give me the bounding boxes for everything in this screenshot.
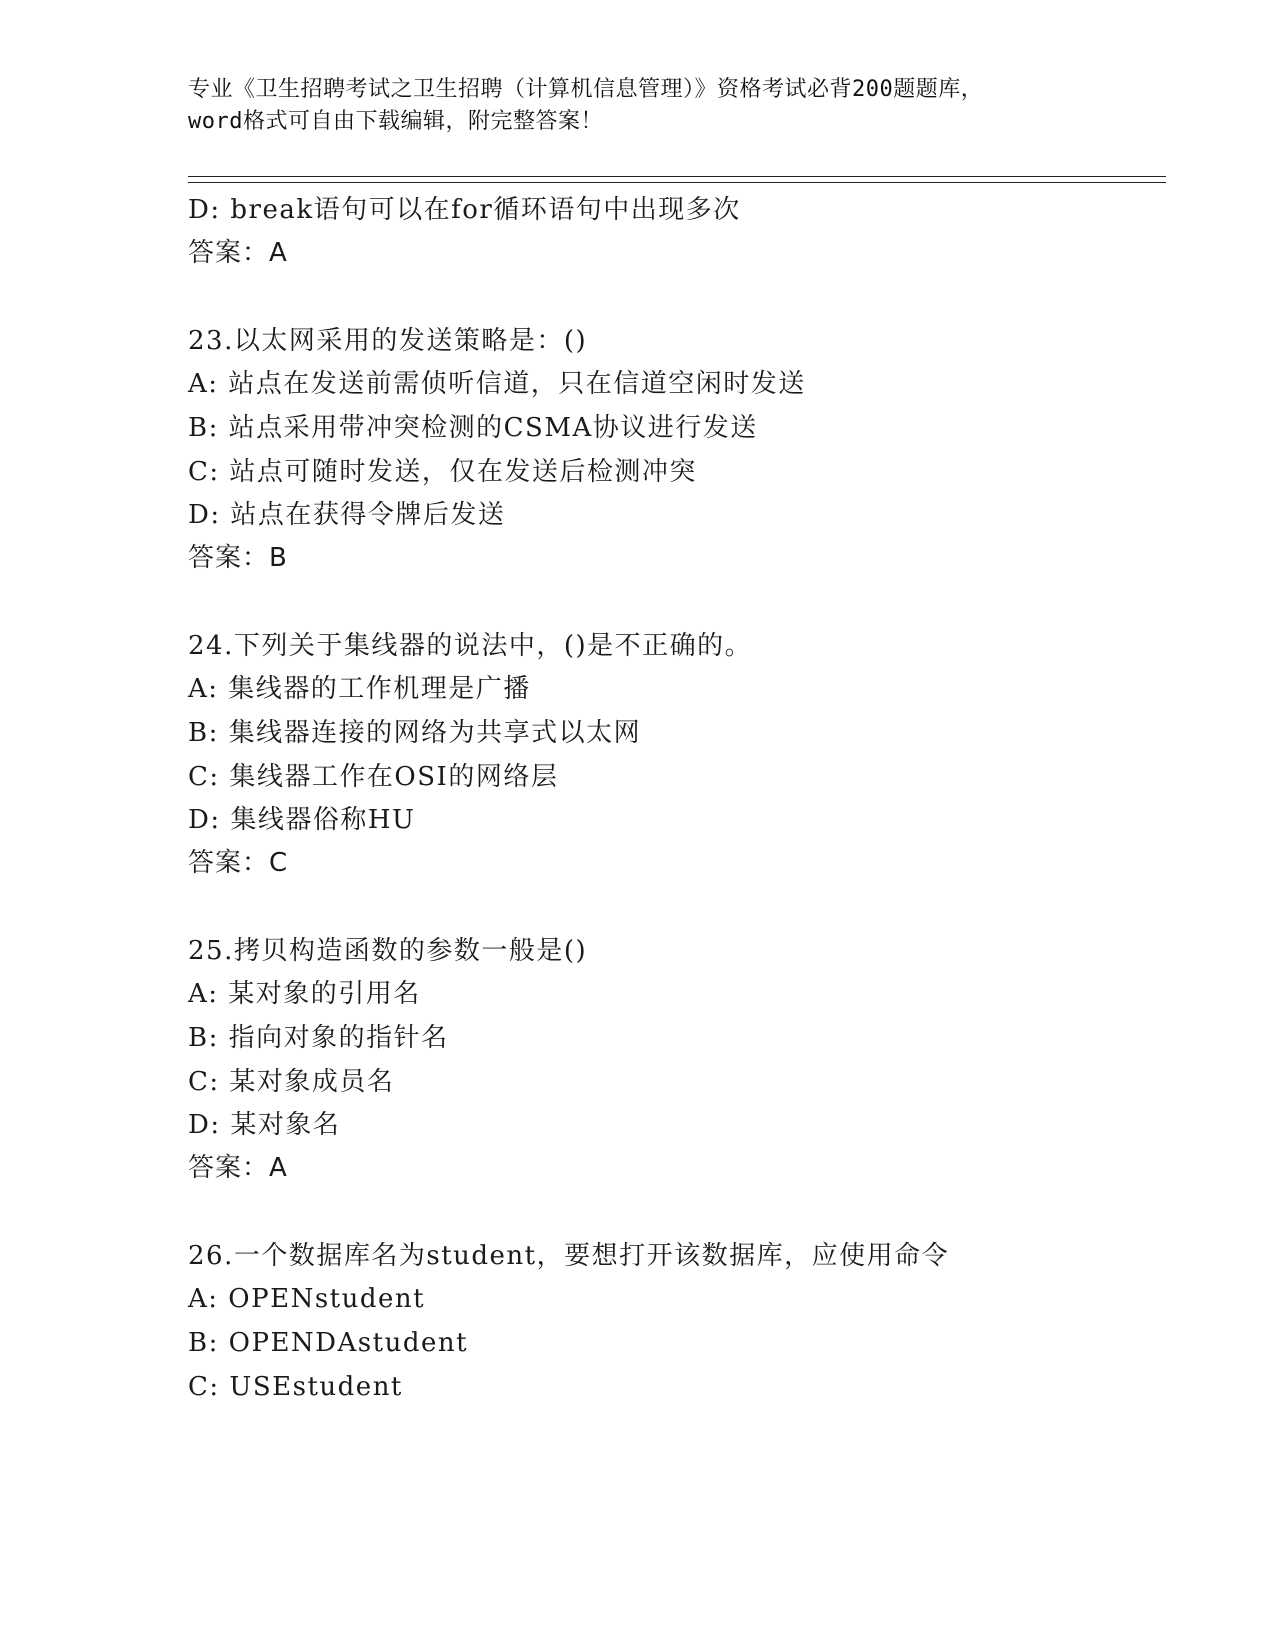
- question-23-answer: 答案：B: [188, 543, 288, 573]
- question-24-answer: 答案：C: [188, 848, 289, 878]
- question-26-stem: 26.一个数据库名为student，要想打开该数据库，应使用命令: [188, 1241, 950, 1271]
- question-23-option-c: C: 站点可随时发送，仅在发送后检测冲突: [188, 457, 697, 487]
- document-header: [188, 74, 1088, 138]
- question-25-option-c: C: 某对象成员名: [188, 1067, 395, 1097]
- question-24-option-a: A: 集线器的工作机理是广播: [188, 674, 531, 704]
- question-26-option-b: B: OPENDAstudent: [188, 1328, 469, 1358]
- question-24-stem: 24.下列关于集线器的说法中，()是不正确的。: [188, 631, 753, 661]
- header-divider-top: [188, 176, 1166, 177]
- question-23-stem: 23.以太网采用的发送策略是：(): [188, 326, 588, 356]
- question-25-option-d: D: 某对象名: [188, 1110, 341, 1140]
- question-25-option-a: A: 某对象的引用名: [188, 979, 421, 1009]
- prev-question-answer: 答案：A: [188, 238, 288, 268]
- question-25-stem: 25.拷贝构造函数的参数一般是(): [188, 936, 588, 966]
- question-24-option-c: C: 集线器工作在OSI的网络层: [188, 762, 559, 792]
- header-title-line-1: 专业《卫生招聘考试之卫生招聘（计算机信息管理）》资格考试必背200题题库，: [188, 77, 984, 102]
- question-26-option-c: C: USEstudent: [188, 1372, 403, 1402]
- question-23-option-b: B: 站点采用带冲突检测的CSMA协议进行发送: [188, 413, 758, 443]
- question-23-option-a: A: 站点在发送前需侦听信道，只在信道空闲时发送: [188, 369, 806, 399]
- header-title-line-2: word格式可自由下载编辑，附完整答案！: [188, 109, 603, 134]
- prev-question-option-d: D: break语句可以在for循环语句中出现多次: [188, 195, 741, 225]
- question-24-option-d: D: 集线器俗称HU: [188, 805, 416, 835]
- question-25-answer: 答案：A: [188, 1153, 288, 1183]
- question-23-option-d: D: 站点在获得令牌后发送: [188, 500, 506, 530]
- header-divider-bottom: [188, 182, 1166, 183]
- question-24-option-b: B: 集线器连接的网络为共享式以太网: [188, 718, 642, 748]
- question-25-option-b: B: 指向对象的指针名: [188, 1023, 449, 1053]
- question-26-option-a: A: OPENstudent: [188, 1284, 426, 1314]
